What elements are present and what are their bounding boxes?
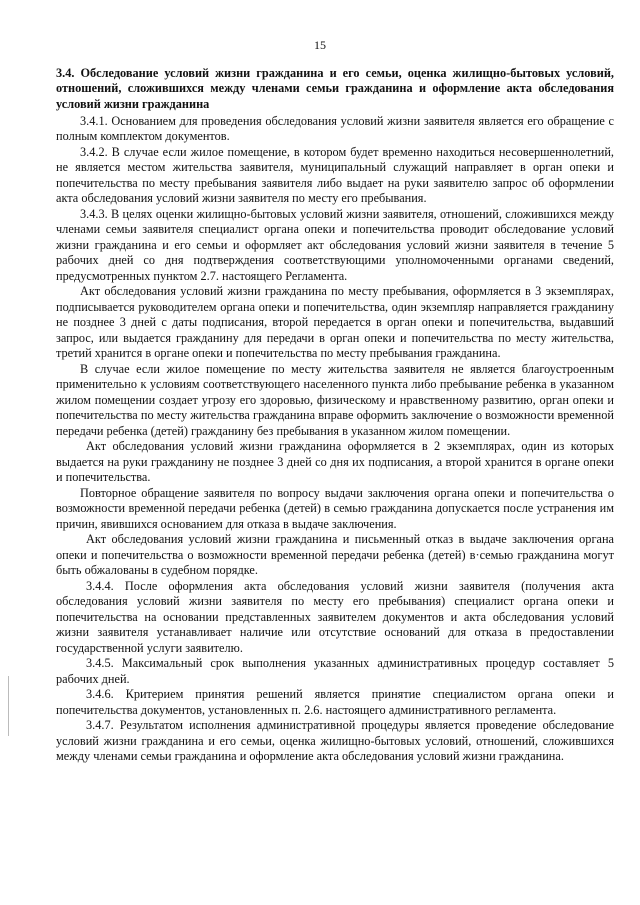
scan-artifact-line bbox=[8, 676, 9, 736]
paragraph-3-4-1: 3.4.1. Основанием для проведения обследования условий жизни заявителя является его обращение с полным комплектом документов. bbox=[56, 113, 614, 144]
paragraph-3-4-5: 3.4.5. Максимальный срок выполнения указанных административных процедур составляет 5 рабочих дней. bbox=[56, 656, 614, 686]
paragraph-unsuitable-housing: В случае если жилое помещение по месту жительства заявителя не является благоустроенным применительно к условиям соответствующего населенного пункта либо пребывание ребенка в указанном жилом помещении создает угрозу его здоровью, физическому и нравственному развитию, орган опеки и попечительства по месту жительства гражданина вправе оформить заключение о возможности временной передачи ребенка (детей) гражданину без пребывания в указанном жилом помещении. bbox=[56, 361, 614, 438]
paragraph-3-4-3: 3.4.3. В целях оценки жилищно-бытовых условий жизни заявителя, отношений, сложившихся между членами семьи заявителя специалист органа опеки и попечительства проводит обследование условий жизни гражданина и его семьи и оформляет акт обследования условий жизни заявителя в течение 5 рабочих дней со дня подтверждения соответствующими уполномоченными органами сведений, предусмотренных пунктом 2.7. настоящего Регламента. bbox=[56, 206, 614, 283]
paragraph-3-4-7: 3.4.7. Результатом исполнения административной процедуры является проведение обследование условий жизни гражданина и его семьи, оценка жилищно-бытовых условий, отношений, сложившихся между членами семьи гражданина и оформление акта обследования условий жизни гражданина. bbox=[56, 718, 614, 764]
paragraph-repeat-request: Повторное обращение заявителя по вопросу выдачи заключения органа опеки и попечительства о возможности временной передачи ребенка (детей) в семью гражданина допускается после устранения им причин, явившихся основанием для отказа в выдаче заключения. bbox=[56, 485, 614, 531]
paragraph-act-residence: Акт обследования условий жизни гражданина по месту пребывания, оформляется в 3 экземплярах, подписывается руководителем органа опеки и попечительства, один экземпляр направляется гражданину не позднее 3 дней с даты подписания, второй передается в орган опеки и попечительства, выдавший запрос, или выдается гражданину для передачи в орган опеки и попечительства по месту жительства, третий хранится в органе опеки и попечительства по месту пребывания гражданина. bbox=[56, 284, 614, 361]
document-body bbox=[56, 66, 614, 765]
paragraph-3-4-4: 3.4.4. После оформления акта обследования условий жизни заявителя (получения акта обследования условий жизни заявителя по месту его пребывания) специалист органа опеки и попечительства на основании представленных заявителем документов и акта обследования условий жизни заявителя устанавливает наличие или отсутствие оснований для отказа в предоставлении государственной услуги заявителю. bbox=[56, 578, 614, 655]
section-heading: 3.4. Обследование условий жизни гражданина и его семьи, оценка жилищно-бытовых условий, отношений, сложившихся между членами семьи гражданина и оформление акта обследования условий жизни гражданина bbox=[56, 66, 614, 111]
page-number: 15 bbox=[314, 38, 326, 52]
paragraph-3-4-2: 3.4.2. В случае если жилое помещение, в котором будет временно находиться несовершеннолетний, не является местом жительства заявителя, муниципальный служащий направляет в орган опеки и попечительства по месту пребывания заявителя либо выдает на руки заявителю запрос об оформлении акта обследования условий жизни заявителя по месту его пребывания. bbox=[56, 144, 614, 206]
paragraph-appeal: Акт обследования условий жизни гражданина и письменный отказ в выдаче заключения органа опеки и попечительства о возможности временной передачи ребенка (детей) в·семью гражданина могут быть обжалованы в судебном порядке. bbox=[56, 532, 614, 578]
paragraph-3-4-6: 3.4.6. Критерием принятия решений является принятие специалистом органа опеки и попечительства документов, установленных п. 2.6. настоящего административного регламента. bbox=[56, 687, 614, 717]
paragraph-act-two-copies: Акт обследования условий жизни гражданина оформляется в 2 экземплярах, один из которых выдается на руки гражданину не позднее 3 дней со дня их подписания, а второй хранится в органе опеки и попечительства. bbox=[56, 439, 614, 485]
